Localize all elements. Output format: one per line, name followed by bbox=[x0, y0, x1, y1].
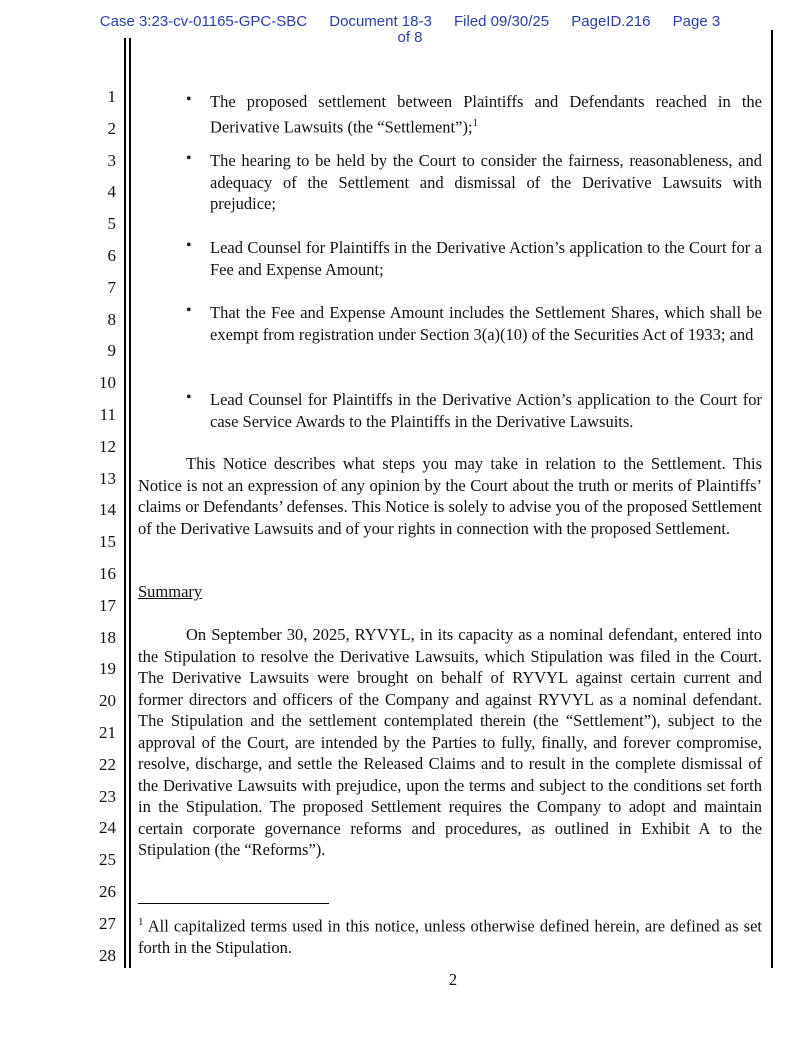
line-number: 18 bbox=[99, 627, 116, 647]
line-number: 5 bbox=[107, 214, 116, 234]
line-number: 8 bbox=[107, 309, 116, 329]
right-margin-rule bbox=[771, 30, 773, 968]
line-number: 27 bbox=[99, 913, 116, 933]
line-number: 28 bbox=[99, 945, 116, 965]
line-number: 23 bbox=[99, 786, 116, 806]
page-of: of 8 bbox=[397, 29, 423, 46]
line-number: 4 bbox=[107, 182, 116, 202]
bullet-item: That the Fee and Expense Amount includes the Settlement Shares, which shall be exempt from registration under Section 3(a)(10) of the Securities Act of 1933; and bbox=[210, 303, 762, 344]
bullet-marker: • bbox=[186, 302, 192, 319]
line-number: 22 bbox=[99, 754, 116, 774]
bullet-item bbox=[210, 91, 762, 138]
line-number: 14 bbox=[99, 500, 116, 520]
footnote-rule bbox=[138, 903, 329, 904]
bullet-item: The hearing to be held by the Court to consider the fairness, reasonableness, and adequacy of the Settlement and dismissal of the Derivative Lawsuits with prejudice; bbox=[210, 151, 762, 213]
line-number: 7 bbox=[107, 277, 116, 297]
line-number: 10 bbox=[99, 373, 116, 393]
page-id: PageID.216 bbox=[571, 13, 651, 30]
line-number: 19 bbox=[99, 659, 116, 679]
line-number: 6 bbox=[107, 246, 116, 265]
summary-heading: Summary bbox=[138, 582, 203, 601]
line-number: 16 bbox=[99, 564, 116, 583]
bullet-marker: • bbox=[186, 389, 192, 406]
line-number: 17 bbox=[99, 595, 116, 615]
line-number: 3 bbox=[107, 150, 116, 170]
line-number: 13 bbox=[99, 468, 116, 488]
line-number: 11 bbox=[99, 405, 116, 424]
bullet-text: The proposed settlement between Plaintiffs and Defendants reached in the Derivative Lawsuits (the “Settlement”); bbox=[210, 92, 762, 136]
footnote-text: All capitalized terms used in this notice, unless otherwise defined herein, are defined as set forth in the Stipulation. bbox=[138, 916, 762, 957]
line-number: 21 bbox=[99, 723, 116, 742]
case-number: Case 3:23-cv-01165-GPC-SBC bbox=[99, 13, 308, 30]
line-number: 24 bbox=[99, 818, 116, 838]
line-number: 20 bbox=[99, 691, 116, 711]
bullet-marker: • bbox=[186, 150, 192, 167]
line-number: 9 bbox=[107, 341, 116, 361]
line-number: 15 bbox=[99, 532, 116, 552]
summary-paragraph: On September 30, 2025, RYVYL, in its capacity as a nominal defendant, entered into the Stipulation to resolve the Derivative Lawsuits, which Stipulation was filed in the Court. The Derivative Lawsuits were brought on behalf of RYVYL against certain current and former directors and officers of the Company and against RYVYL as a nominal defendant. The Stipulation and the settlement contemplated therein (the “Settlement”), subject to the approval of the Court, are intended by the Parties to fully, finally, and forever compromise, resolve, discharge, and settle the Released Claims and to result in the complete dismissal of the Derivative Lawsuits with prejudice, upon the terms and subject to the conditions set forth in the Stipulation. The proposed Settlement requires the Company to adopt and maintain certain corporate governance reforms and procedures, as outlined in Exhibit A to the Stipulation (the “Reforms”). bbox=[138, 625, 762, 859]
bullet-marker: • bbox=[186, 237, 192, 254]
left-margin-rule-outer bbox=[124, 38, 126, 968]
page-number: 2 bbox=[448, 970, 458, 989]
footnote-number: 1 bbox=[138, 916, 144, 928]
filed-date: Filed 09/30/25 bbox=[454, 13, 550, 30]
bullet-item: Lead Counsel for Plaintiffs in the Derivative Action’s application to the Court for a Fee and Expense Amount; bbox=[210, 238, 762, 279]
notice-paragraph: This Notice describes what steps you may take in relation to the Settlement. This Notice is not an expression of any opinion by the Court about the truth or merits of Plaintiffs’ claims or Defendants’ defenses. This Notice is solely to advise you of the proposed Settlement of the Derivative Lawsuits and of your rights in connection with the proposed Settlement. bbox=[138, 454, 762, 538]
filing-header bbox=[60, 14, 760, 46]
bullet-item: Lead Counsel for Plaintiffs in the Derivative Action’s application to the Court for case Service Awards to the Plaintiffs in the Derivative Lawsuits. bbox=[210, 390, 762, 431]
line-number: 25 bbox=[99, 850, 116, 870]
line-number: 26 bbox=[99, 882, 116, 901]
line-number: 2 bbox=[107, 118, 116, 138]
page-label: Page 3 bbox=[672, 13, 721, 30]
footnote bbox=[138, 912, 762, 959]
line-number: 12 bbox=[99, 436, 116, 456]
document-number: Document 18-3 bbox=[329, 13, 432, 30]
line-number: 1 bbox=[107, 87, 116, 106]
bullet-marker: • bbox=[186, 91, 192, 108]
footnote-ref: 1 bbox=[472, 116, 479, 129]
left-margin-rule-inner bbox=[129, 38, 131, 968]
